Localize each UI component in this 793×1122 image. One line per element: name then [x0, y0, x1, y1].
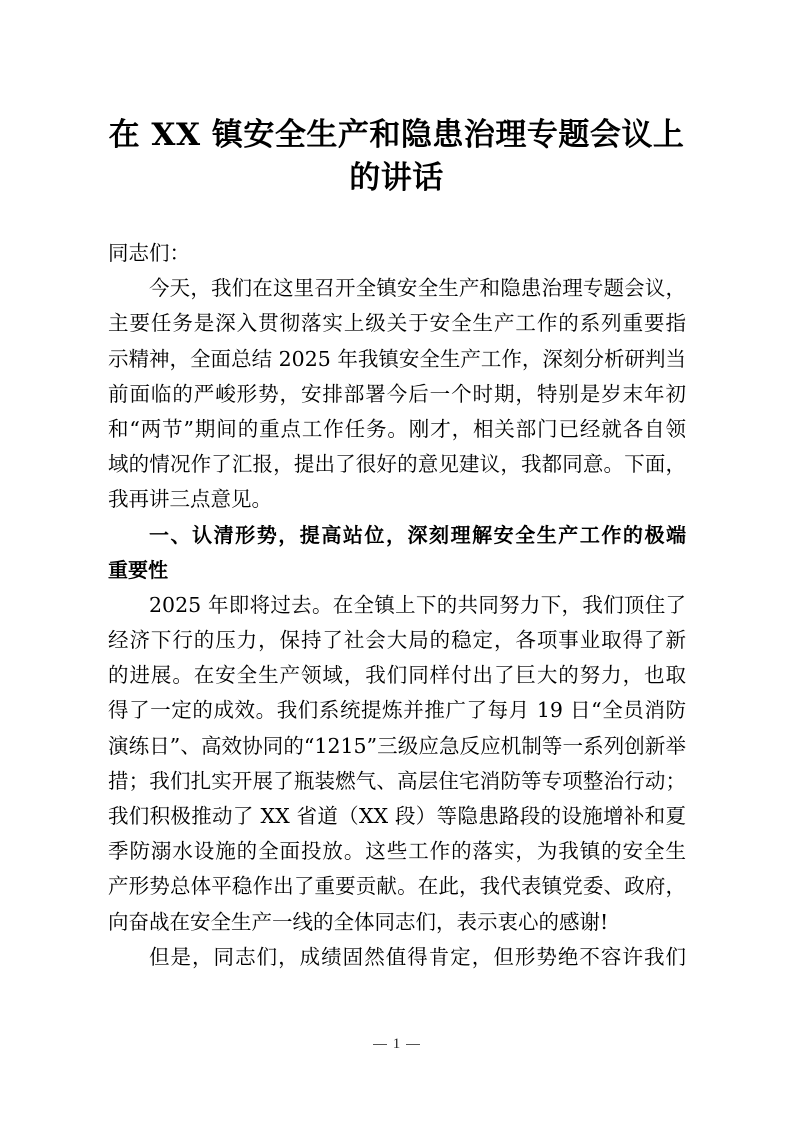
paragraph-line: 2025 年即将过去。在全镇上下的共同努力下，我们顶住了	[149, 592, 686, 617]
page-number-dash-left	[373, 1044, 387, 1045]
paragraph-line: 主要任务是深入贯彻落实上级关于安全生产工作的系列重要指	[108, 311, 686, 336]
paragraph-line: 同志们：	[108, 241, 190, 265]
document-body	[108, 236, 686, 975]
paragraph-line: 和“两节”期间的重点工作任务。刚才，相关部门已经就各自领	[108, 416, 686, 441]
title-line-2: 的讲话	[349, 160, 444, 196]
paragraph-line: 得了一定的成效。我们系统提炼并推广了每月 19 日“全员消防	[108, 698, 686, 723]
paragraph-line: 示精神，全面总结 2025 年我镇安全生产工作，深刻分析研判当	[108, 346, 686, 371]
paragraph-line: 经济下行的压力，保持了社会大局的稳定，各项事业取得了新	[108, 628, 686, 653]
page-number: 1	[392, 1036, 401, 1052]
section-heading-line: 重要性	[108, 557, 168, 582]
paragraph-line: 今天，我们在这里召开全镇安全生产和隐患治理专题会议，	[149, 276, 686, 301]
paragraph-line: 但是，同志们，成绩固然值得肯定，但形势绝不容许我们	[149, 944, 686, 969]
page-number-dash-right	[406, 1044, 420, 1045]
title-line-1: 在 XX 镇安全生产和隐患治理专题会议上	[108, 117, 685, 153]
section-heading-line: 一、认清形势，提高站位，深刻理解安全生产工作的极端	[149, 522, 686, 547]
paragraph-line: 我再讲三点意见。	[108, 487, 272, 512]
page-footer	[0, 1036, 793, 1053]
paragraph-line: 向奋战在安全生产一线的全体同志们，表示衷心的感谢!	[108, 909, 609, 934]
paragraph-line: 措；我们扎实开展了瓶装燃气、高层住宅消防等专项整治行动；	[108, 768, 686, 793]
paragraph-line: 的进展。在安全生产领域，我们同样付出了巨大的努力，也取	[108, 663, 686, 688]
document-title	[100, 114, 693, 200]
paragraph-line: 季防溺水设施的全面投放。这些工作的落实，为我镇的安全生	[108, 839, 686, 864]
paragraph-line: 演练日”、高效协同的“1215”三级应急反应机制等一系列创新举	[108, 733, 686, 758]
paragraph-line: 产形势总体平稳作出了重要贡献。在此，我代表镇党委、政府，	[108, 874, 686, 899]
paragraph-line: 前面临的严峻形势，安排部署今后一个时期，特别是岁末年初	[108, 381, 686, 406]
paragraph-line: 域的情况作了汇报，提出了很好的意见建议，我都同意。下面，	[108, 452, 686, 477]
paragraph-line: 我们积极推动了 XX 省道（XX 段）等隐患路段的设施增补和夏	[108, 804, 686, 828]
